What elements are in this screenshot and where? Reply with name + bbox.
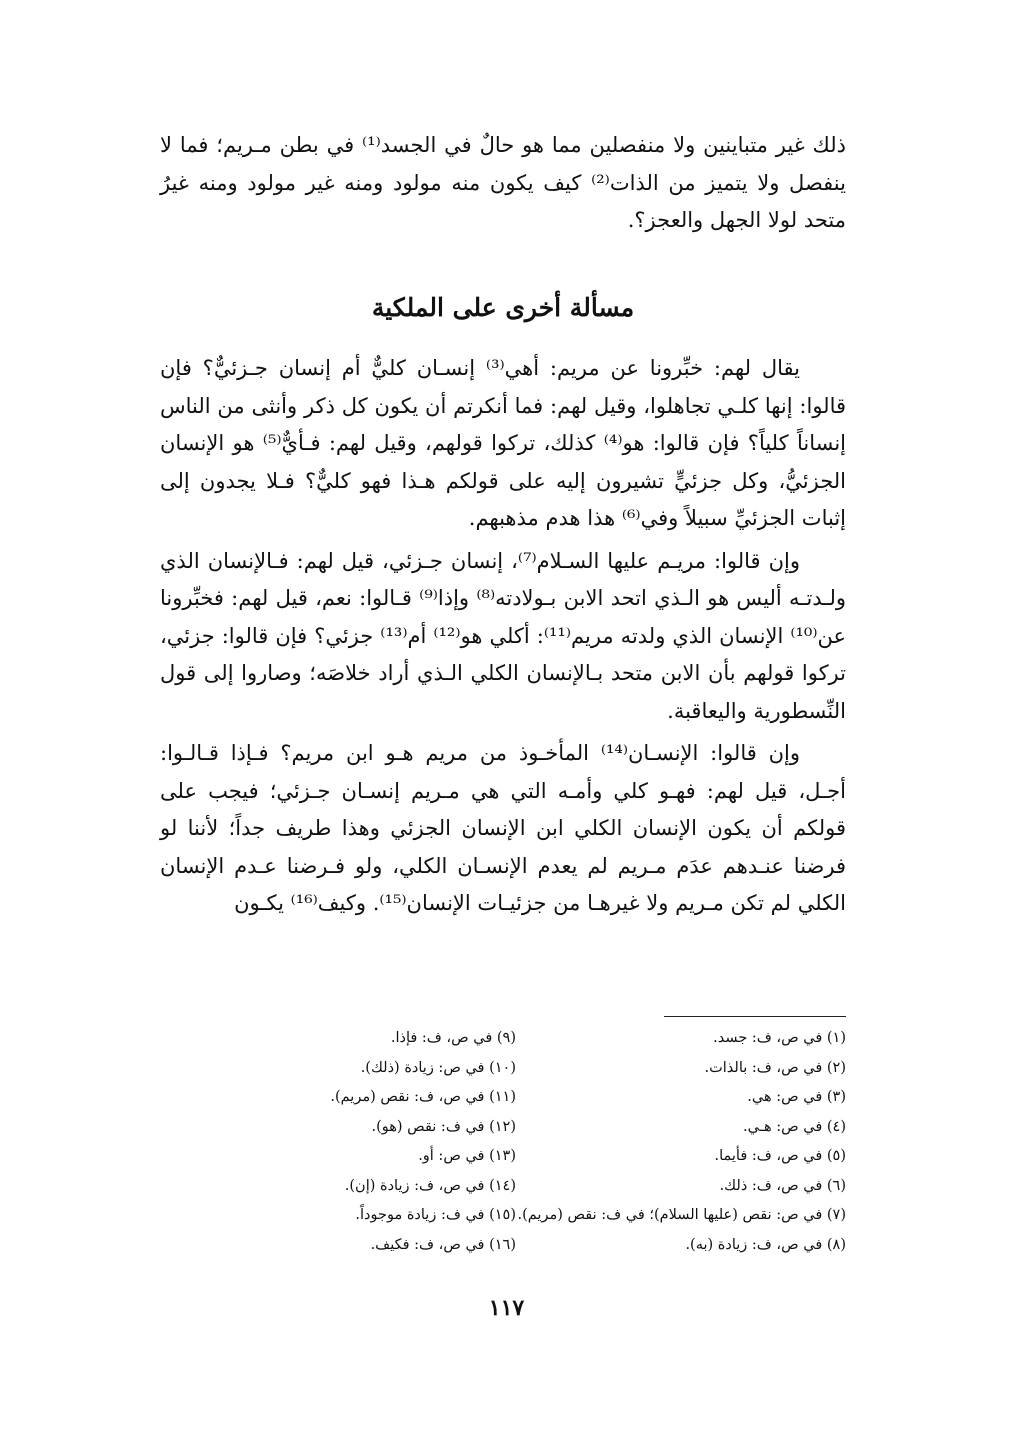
body-paragraph-2: وإن قالوا: مريـم عليها السـلام⁽⁷⁾، إنسان جـزئي، قيل لهم: فـالإنسان الذي ولـدتـه أليس هو الـذي اتحد الابن بـولادته⁽⁸⁾ وإذا⁽⁹⁾ قـالوا: نعم، قيل لهم: فخبِّرونا عن⁽¹⁰⁾ الإنسان الذي ولدته مريم⁽¹¹⁾: أكلي هو⁽¹²⁾ أم⁽¹³⁾ جزئي؟ فإن قالوا: جزئي، تركوا قولهم بأن الابن متحد بـالإنسان الكلي الـذي أراد خلاصَه؛ وصاروا إلى قول النِّسطورية واليعاقبة. xyxy=(160,548,847,723)
footnote: (١٥) في ف: زيادة موجوداً. xyxy=(355,1207,516,1223)
footnotes xyxy=(160,1024,846,1260)
intro-text: ذلك غير متباينين ولا منفصلين مما هو حالٌ في الجسد⁽¹⁾ في بطن مـريم؛ فما لا ينفصل ولا يتميز من الذات⁽²⁾ كيف يكون منه مولود ومنه غير مولود ومنه غيرُ متحد لولا الجهل والعجز؟. xyxy=(160,133,846,232)
page-number: ١١٧ xyxy=(488,1295,525,1321)
footnote: (١٣) في ص: أو. xyxy=(418,1148,516,1164)
footnote: (١) في ص، ف: جسد. xyxy=(713,1030,846,1046)
footnotes-left-column xyxy=(216,1024,516,1260)
footnote: (٨) في ص، ف: زيادة (به). xyxy=(685,1236,846,1253)
footnote: (١٠) في ص: زيادة (ذلك). xyxy=(360,1059,516,1076)
footnotes-right-column xyxy=(517,1024,846,1260)
footnote: (١٢) في ف: نقص (هو). xyxy=(371,1118,516,1135)
footnote: (٤) في ص: هـي. xyxy=(743,1118,846,1135)
footnote: (٢) في ص، ف: بالذات. xyxy=(704,1059,846,1076)
footnote: (٧) في ص: نقص (عليها السلام)؛ في ف: نقص (مريم). xyxy=(517,1207,846,1223)
footnote: (٥) في ص، ف: فأيما. xyxy=(714,1148,846,1164)
body-paragraph-3: وإن قالوا: الإنسـان⁽¹⁴⁾ المأخـوذ من مريم هـو ابن مريم؟ فـإذا قـالـوا: أجـل، قيل لهم: فهـو كلي وأمـه التي هي مـريم إنسـان جـزئي؛ فيجب على قولكم أن يكون الإنسان الكلي ابن الإنسان الجزئي وهذا طريف جداً؛ لأننا لو فرضنا عنـدهم عدَم مـريم لم يعدم الإنسـان الكلي، ولو فـرضنا عـدم الإنسان الكلي لم تكن مـريم ولا غيرهـا من جزئيـات الإنسان⁽¹⁵⁾. وكيف⁽¹⁶⁾ يكـون xyxy=(160,741,846,915)
footnote: (١٤) في ص، ف: زيادة (إن). xyxy=(344,1177,516,1194)
footnote: (٦) في ص، ف: ذلك. xyxy=(719,1177,846,1194)
footnote: (٣) في ص: هي. xyxy=(747,1089,846,1105)
footnote-separator xyxy=(664,1016,846,1017)
footnote: (١٦) في ص، ف: فكيف. xyxy=(370,1236,516,1253)
intro-paragraph xyxy=(160,127,846,240)
footnote: (٩) في ص، ف: فإذا. xyxy=(390,1030,516,1046)
body-paragraph-1: يقال لهم: خبِّرونا عن مريم: أهي⁽³⁾ إنسـان كليٌّ أم إنسان جـزئيٌّ؟ فإن قالوا: إنها كلـي تجاهلوا، وقيل لهم: فما أنكرتم أن يكون كل ذكر وأنثى من الناس إنساناً كلياً؟ فإن قالوا: هو⁽⁴⁾ كذلك، تركوا قولهم، وقيل لهم: فـأيٌّ⁽⁵⁾ هو الإنسان الجزئيُّ، وكل جزئيٍّ تشيرون إليه على قولكم هـذا فهو كليٌّ؟ فـلا يجدون إلى إثبات الجزئيِّ سبيلاً وفي⁽⁶⁾ هذا هدم مذهبهم. xyxy=(160,356,847,530)
footnote: (١١) في ص، ف: نقص (مريم). xyxy=(330,1089,516,1105)
section-body xyxy=(160,350,846,928)
section-heading: مسألة أخرى على الملكية xyxy=(371,293,635,322)
